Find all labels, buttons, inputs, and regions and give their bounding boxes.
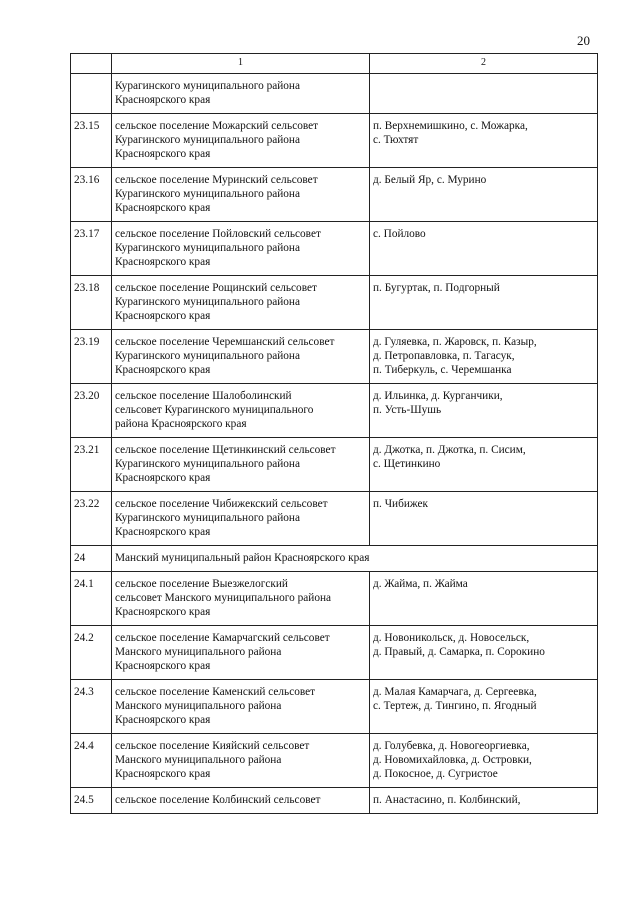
row-number-cell: 24.2 (71, 626, 112, 680)
settlement-line: д. Петропавловка, п. Тагасук, (373, 350, 515, 362)
table-row (71, 74, 598, 114)
settlement-line: д. Гуляевка, п. Жаровск, п. Казыр, (373, 336, 537, 348)
table-row (71, 384, 598, 438)
settlements-cell (370, 734, 598, 788)
municipality-name-line: Курагинского муниципального района (115, 242, 300, 254)
settlement-line: д. Покосное, д. Сугристое (373, 768, 498, 780)
settlement-line: д. Новомихайловка, д. Островки, (373, 754, 532, 766)
settlement-line: п. Верхнемишкино, с. Можарка, (373, 120, 528, 132)
settlements-cell (370, 330, 598, 384)
page-number: 20 (577, 33, 590, 48)
municipality-name-line: Красноярского края (115, 94, 211, 106)
municipality-name-line: сельское поселение Камарчагский сельсовет (115, 632, 330, 644)
settlement-line: д. Правый, д. Самарка, п. Сорокино (373, 646, 545, 658)
table-row (71, 276, 598, 330)
settlement-line: д. Белый Яр, с. Мурино (373, 174, 487, 186)
municipality-name-cell (112, 546, 598, 572)
table-row (71, 734, 598, 788)
row-number-cell: 23.21 (71, 438, 112, 492)
municipality-name-line: сельское поселение Чибижекский сельсовет (115, 498, 328, 510)
municipality-name-line: сельское поселение Можарский сельсовет (115, 120, 319, 132)
municipality-name-cell (112, 168, 370, 222)
settlement-line: д. Новоникольск, д. Новосельск, (373, 632, 530, 644)
settlement-line: д. Жайма, п. Жайма (373, 578, 468, 590)
municipality-name-line: сельское поселение Щетинкинский сельсовет (115, 444, 336, 456)
settlement-line: д. Джотка, п. Джотка, п. Сисим, (373, 444, 526, 456)
municipality-name-cell (112, 626, 370, 680)
municipality-name-cell (112, 276, 370, 330)
table-row (71, 626, 598, 680)
municipality-name-line: сельское поселение Шалоболинский (115, 390, 292, 402)
municipality-name-cell (112, 222, 370, 276)
header-cell-number (71, 54, 112, 74)
municipality-name-line: сельское поселение Муринский сельсовет (115, 174, 318, 186)
municipality-name-line: Красноярского края (115, 606, 211, 618)
row-number-cell: 24 (71, 546, 112, 572)
municipality-name-line: сельское поселение Черемшанский сельсовет (115, 336, 335, 348)
settlement-line: п. Тиберкуль, с. Черемшанка (373, 364, 512, 376)
table-row (71, 438, 598, 492)
municipality-name-line: Красноярского края (115, 202, 211, 214)
settlements-cell (370, 572, 598, 626)
settlement-line: д. Малая Камарчага, д. Сергеевка, (373, 686, 537, 698)
table-row (71, 492, 598, 546)
settlements-cell (370, 384, 598, 438)
municipality-name-line: Курагинского муниципального района (115, 188, 300, 200)
settlements-cell (370, 114, 598, 168)
municipality-name-line: сельское поселение Рощинский сельсовет (115, 282, 317, 294)
municipality-name-line: Курагинского муниципального района (115, 350, 300, 362)
municipality-name-line: сельское поселение Пойловский сельсовет (115, 228, 321, 240)
municipality-name-line: Красноярского края (115, 148, 211, 160)
settlement-line: с. Пойлово (373, 228, 426, 240)
municipality-name-line: Манский муниципальный район Красноярского края (115, 552, 370, 564)
municipality-name-cell (112, 492, 370, 546)
municipality-name-line: Манского муниципального района (115, 646, 282, 658)
municipality-name-cell (112, 384, 370, 438)
table-header-row (71, 54, 598, 74)
row-number-cell: 24.5 (71, 788, 112, 814)
settlement-line: п. Анастасино, п. Колбинский, (373, 794, 521, 806)
settlement-line: с. Тертеж, д. Тингино, п. Ягодный (373, 700, 537, 712)
municipality-name-cell (112, 74, 370, 114)
settlements-cell (370, 492, 598, 546)
header-cell-column-2: 2 (370, 54, 598, 74)
municipality-name-line: Красноярского края (115, 310, 211, 322)
row-number-cell: 23.19 (71, 330, 112, 384)
municipality-name-line: Красноярского края (115, 714, 211, 726)
settlement-line: п. Усть-Шушь (373, 404, 442, 416)
row-number-cell: 23.17 (71, 222, 112, 276)
table-body (71, 74, 598, 814)
settlements-cell (370, 168, 598, 222)
municipality-name-line: Красноярского края (115, 768, 211, 780)
row-number-cell: 24.3 (71, 680, 112, 734)
municipality-name-line: сельское поселение Кияйский сельсовет (115, 740, 310, 752)
settlements-table (70, 53, 598, 814)
table-row (71, 330, 598, 384)
row-number-cell: 23.20 (71, 384, 112, 438)
municipality-name-line: Манского муниципального района (115, 700, 282, 712)
municipality-name-line: сельское поселение Выезжелогский (115, 578, 288, 590)
municipality-name-cell (112, 114, 370, 168)
table-row (71, 546, 598, 572)
settlements-cell (370, 222, 598, 276)
settlements-cell (370, 276, 598, 330)
municipality-name-line: сельское поселение Каменский сельсовет (115, 686, 316, 698)
settlement-line: д. Ильинка, д. Курганчики, (373, 390, 503, 402)
row-number-cell: 23.18 (71, 276, 112, 330)
settlement-line: с. Тюхтят (373, 134, 419, 146)
row-number-cell: 23.15 (71, 114, 112, 168)
row-number-cell (71, 74, 112, 114)
settlement-line: п. Чибижек (373, 498, 429, 510)
municipality-name-cell (112, 734, 370, 788)
table-row (71, 222, 598, 276)
settlements-cell (370, 74, 598, 114)
municipality-name-line: Курагинского муниципального района (115, 296, 300, 308)
settlements-cell (370, 788, 598, 814)
municipality-name-cell (112, 330, 370, 384)
municipality-name-line: сельское поселение Колбинский сельсовет (115, 794, 321, 806)
municipality-name-cell (112, 572, 370, 626)
municipality-name-line: Красноярского края (115, 526, 211, 538)
municipality-name-line: Красноярского края (115, 364, 211, 376)
header-cell-column-1: 1 (112, 54, 370, 74)
municipality-name-line: Курагинского муниципального района (115, 512, 300, 524)
municipality-name-line: Красноярского края (115, 472, 211, 484)
table-row (71, 572, 598, 626)
row-number-cell: 23.22 (71, 492, 112, 546)
table-row (71, 788, 598, 814)
municipality-name-line: Курагинского муниципального района (115, 80, 300, 92)
municipality-name-line: района Красноярского края (115, 418, 247, 430)
table-row (71, 114, 598, 168)
table-row (71, 680, 598, 734)
municipality-name-cell (112, 680, 370, 734)
row-number-cell: 24.4 (71, 734, 112, 788)
municipality-name-line: Красноярского края (115, 660, 211, 672)
settlement-line: с. Щетинкино (373, 458, 441, 470)
table-row (71, 168, 598, 222)
settlements-cell (370, 626, 598, 680)
municipality-name-line: Курагинского муниципального района (115, 134, 300, 146)
municipality-name-line: сельсовет Курагинского муниципального (115, 404, 314, 416)
municipality-name-cell (112, 788, 370, 814)
settlement-line: д. Голубевка, д. Новогеоргиевка, (373, 740, 530, 752)
row-number-cell: 24.1 (71, 572, 112, 626)
municipality-name-line: Красноярского края (115, 256, 211, 268)
municipality-name-line: Курагинского муниципального района (115, 458, 300, 470)
municipality-name-line: сельсовет Манского муниципального района (115, 592, 332, 604)
row-number-cell: 23.16 (71, 168, 112, 222)
settlement-line: п. Бугуртак, п. Подгорный (373, 282, 500, 294)
settlements-cell (370, 680, 598, 734)
municipality-name-line: Манского муниципального района (115, 754, 282, 766)
settlements-cell (370, 438, 598, 492)
municipality-name-cell (112, 438, 370, 492)
